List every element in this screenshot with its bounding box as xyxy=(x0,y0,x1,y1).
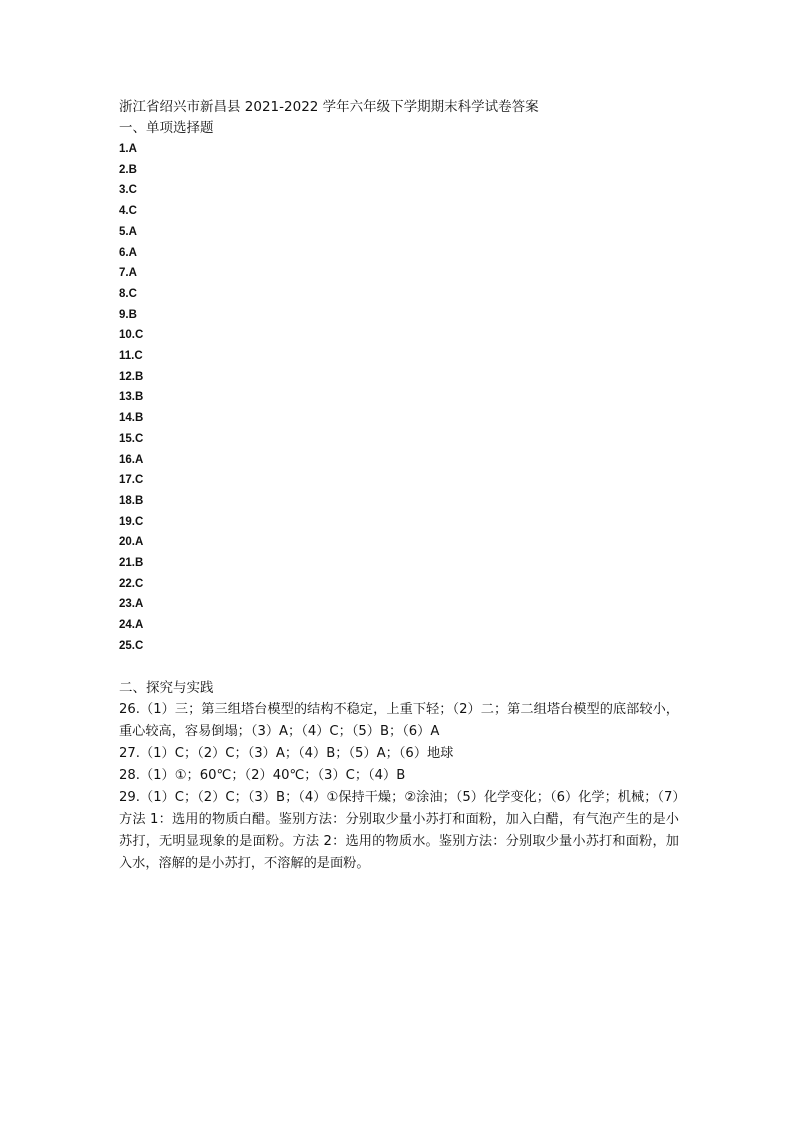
answer-paragraph-27: 27.（1）C；（2）C；（3）A；（4）B；（5）A；（6）地球 xyxy=(119,745,454,761)
answer-item: 11.C xyxy=(119,350,143,363)
section-2 xyxy=(119,677,679,875)
answer-item: 13.B xyxy=(119,391,144,404)
answer-item: 1.A xyxy=(119,143,137,155)
answer-item: 16.A xyxy=(119,453,144,466)
answer-item: 21.B xyxy=(119,557,144,570)
answer-item: 12.B xyxy=(119,370,144,383)
answer-item: 6.A xyxy=(119,246,137,259)
answer-item: 15.C xyxy=(119,432,144,445)
answer-paragraph-28: 28.（1）①；60℃；（2）40℃；（3）C；（4）B xyxy=(119,767,406,783)
answer-sheet-page xyxy=(119,97,679,875)
section-1-heading: 一、单项选择题 xyxy=(119,120,214,136)
answer-item: 4.C xyxy=(119,205,137,218)
answer-item: 14.B xyxy=(119,412,144,425)
answer-item: 5.A xyxy=(119,225,137,238)
answer-paragraph-26: 26.（1）三；第三组塔台模型的结构不稳定，上重下轻；（2）二；第二组塔台模型的底部较小，重心较高，容易倒塌；（3）A；（4）C；（5）B；（6）A xyxy=(119,701,679,739)
choice-answer-list xyxy=(119,139,679,657)
answer-item: 22.C xyxy=(119,577,144,590)
answer-item: 7.A xyxy=(119,267,137,280)
answer-item: 9.B xyxy=(119,308,137,321)
answer-item: 23.A xyxy=(119,598,144,611)
answer-item: 19.C xyxy=(119,515,144,528)
answer-item: 18.B xyxy=(119,494,144,507)
answer-item: 10.C xyxy=(119,329,144,342)
answer-item: 2.B xyxy=(119,163,137,176)
answer-item: 3.C xyxy=(119,184,137,197)
answer-item: 17.C xyxy=(119,474,144,487)
answer-item: 8.C xyxy=(119,287,137,300)
section-2-heading: 二、探究与实践 xyxy=(119,679,214,696)
section-spacer xyxy=(119,657,679,677)
answer-paragraph-29: 29.（1）C；（2）C；（3）B；（4）①保持干燥；②涂油；（5）化学变化；（6）化学；机械；（7）方法 1：选用的物质白醋。鉴别方法：分别取少量小苏打和面粉，加入白醋，有气泡产生的是小苏打，无明显现象的是面粉。方法 2：选用的物质水。鉴别方法：分别取少量小苏打和面粉，加入水，溶解的是小苏打，不溶解的是面粉。 xyxy=(119,789,679,871)
answer-item: 25.C xyxy=(119,639,144,652)
answer-item: 20.A xyxy=(119,536,144,549)
answer-item: 24.A xyxy=(119,619,144,632)
document-title: 浙江省绍兴市新昌县 2021-2022 学年六年级下学期期末科学试卷答案 xyxy=(119,99,539,115)
